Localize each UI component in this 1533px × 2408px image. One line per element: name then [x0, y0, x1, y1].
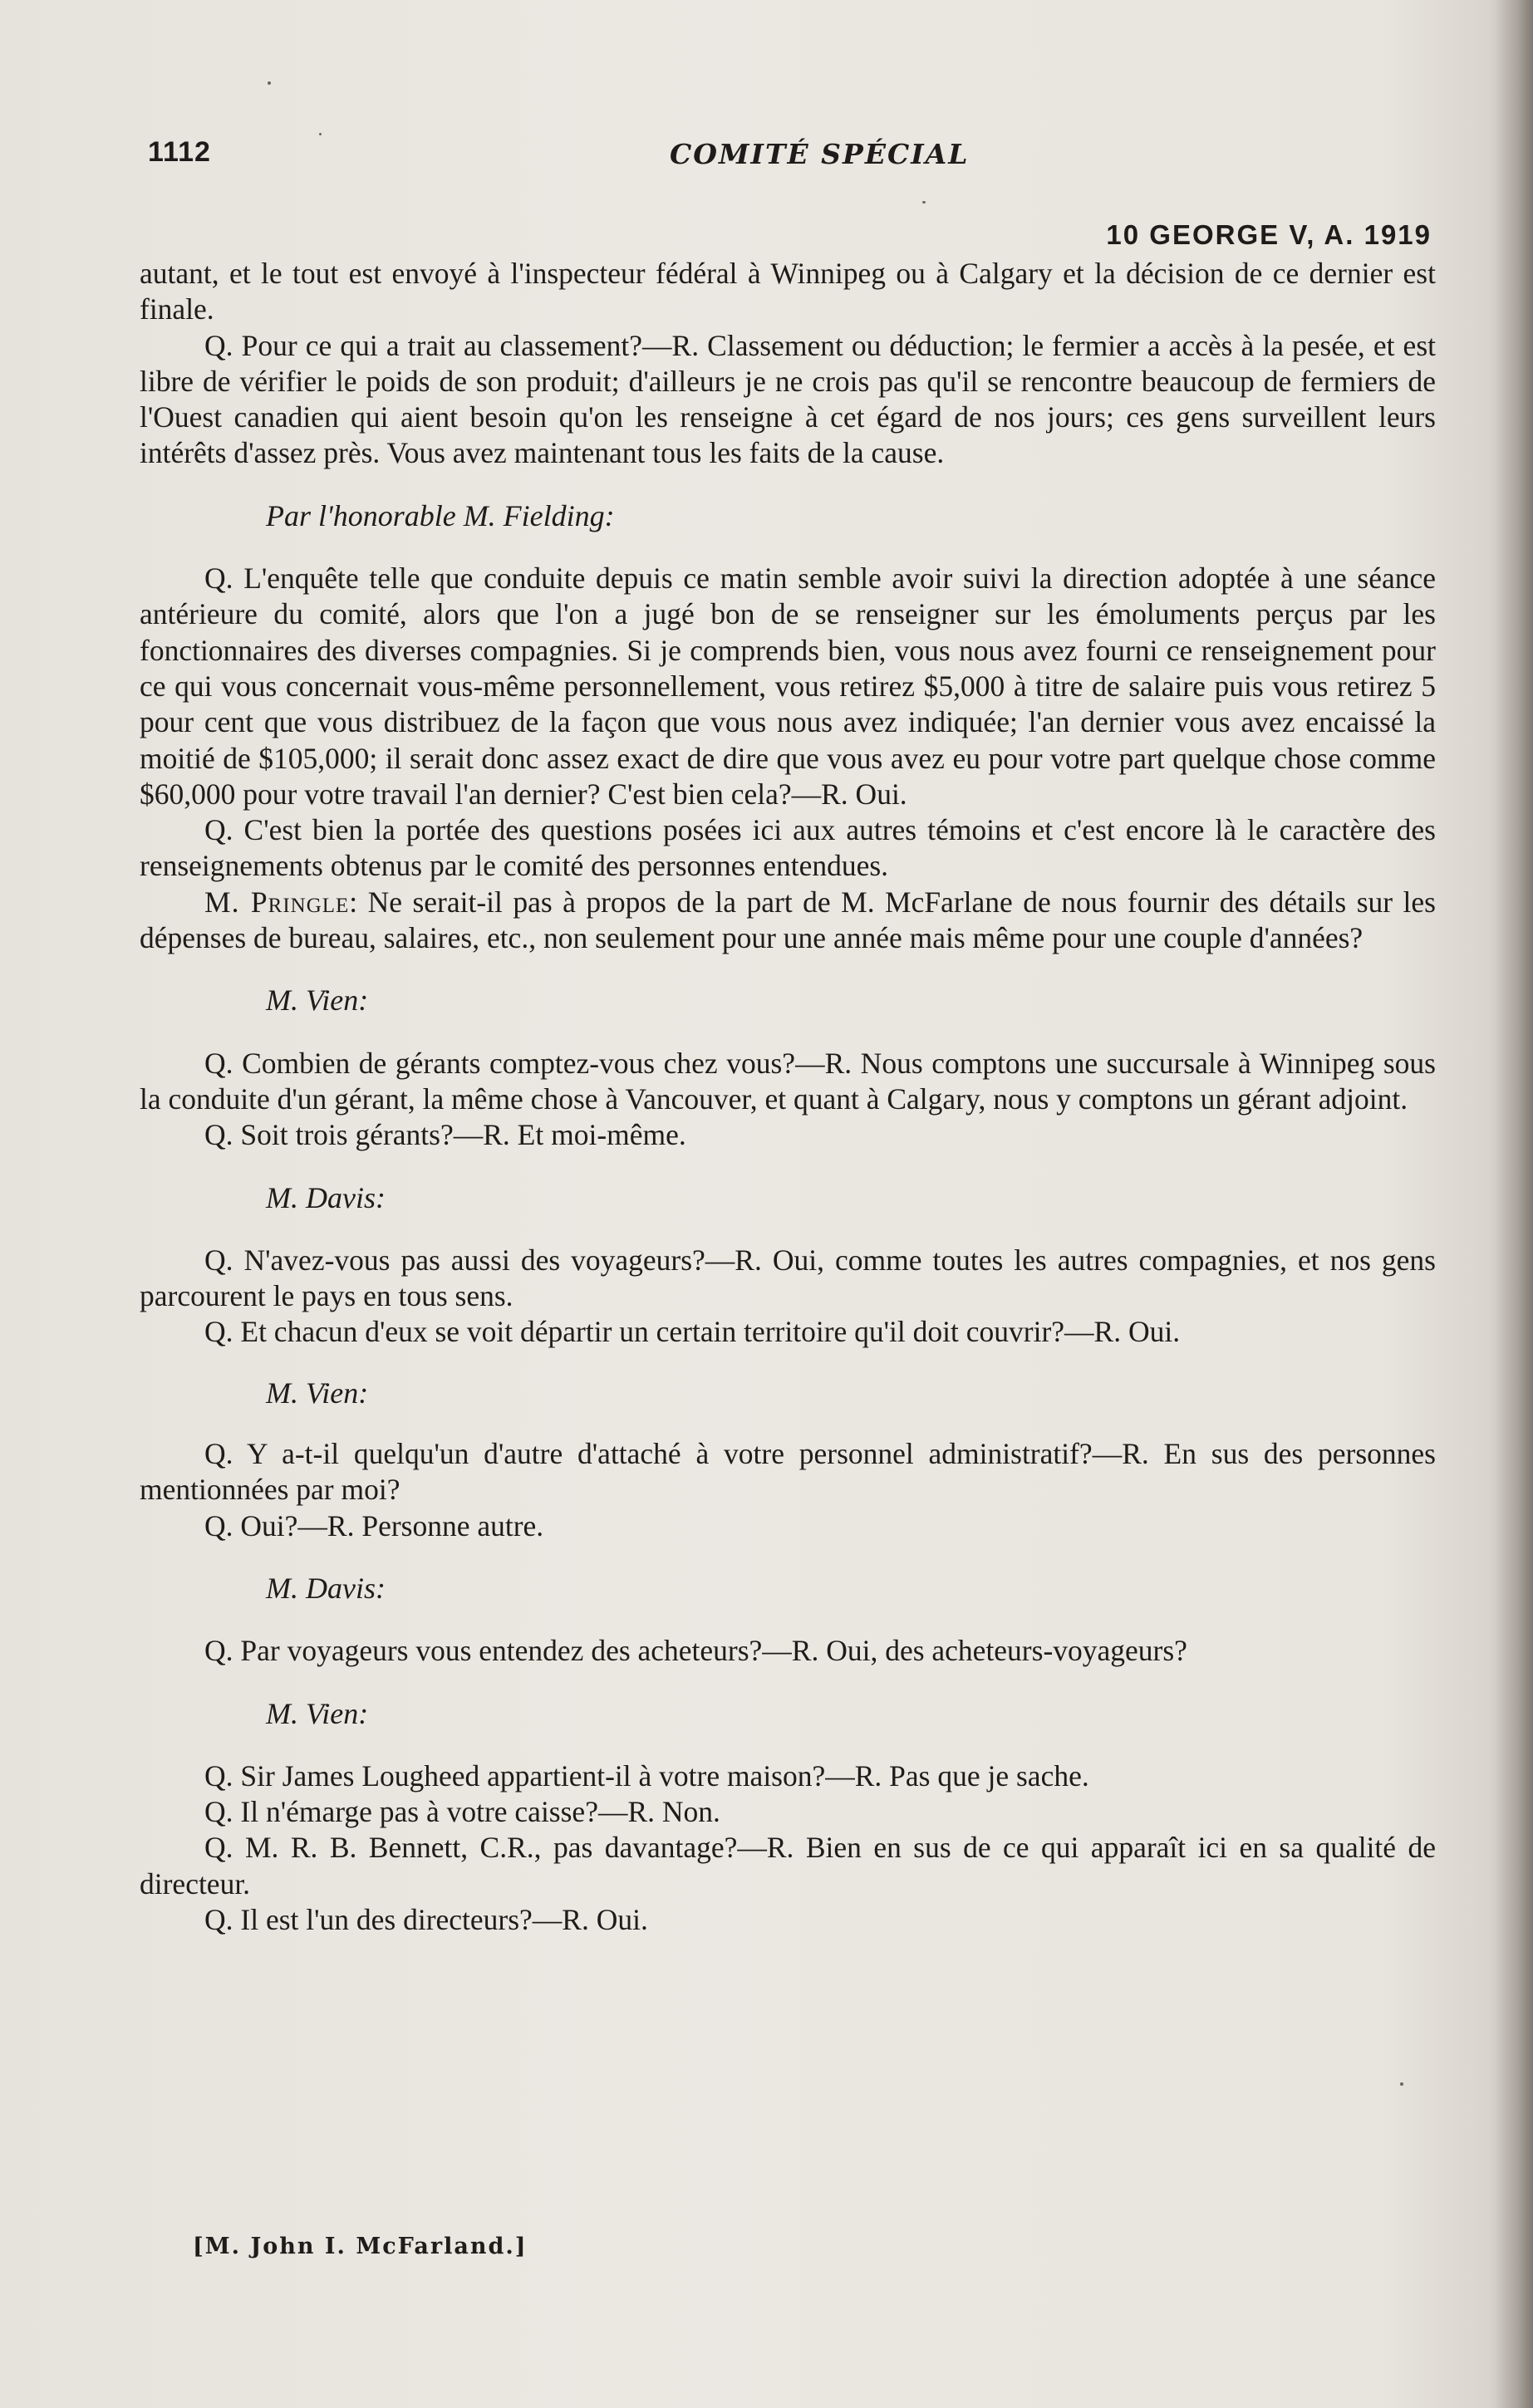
paragraph: Q. Pour ce qui a trait au classement?—R. Classement ou déduction; le fermier a accès à la pesée, et est libre de vérifier le poids de son produit; d'ailleurs je ne crois pas qu'il se rencontre beaucoup de fermiers de l'Ouest canadien qui aient besoin qu'on les renseigne à cet égard de nos jours; ces gens surveillent leurs intérêts d'assez près. Vous avez maintenant tous les faits de la cause. — [140, 328, 1436, 470]
footer-witness-name: [M. John I. McFarland.] — [193, 2234, 528, 2259]
paper-speck — [268, 81, 271, 85]
paragraph: Q. N'avez-vous pas aussi des voyageurs?—R. Oui, comme toutes les autres compagnies, et nos gens parcourent le pays en tous sens. — [140, 1243, 1436, 1313]
paragraph — [140, 885, 1436, 957]
paper-speck — [1400, 2082, 1403, 2086]
running-title: COMITÉ SPÉCIAL — [670, 138, 970, 170]
page-edge-shadow — [1495, 0, 1533, 2408]
speaker-heading: M. Vien: — [266, 1376, 369, 1410]
paragraph: Q. C'est bien la portée des questions posées ici aux autres témoins et c'est encore là le caractère des renseignements obtenus par le comité des personnes entendues. — [140, 813, 1436, 883]
speaker-heading: M. Vien: — [266, 1696, 369, 1730]
speaker-heading: M. Davis: — [266, 1180, 386, 1214]
session-reference: 10 GEORGE V, A. 1919 — [1106, 219, 1432, 250]
paragraph: Q. Combien de gérants comptez-vous chez vous?—R. Nous comptons une succursale à Winnipeg sous la conduite d'un gérant, la même chose à Vancouver, et quant à Calgary, nous y comptons un gérant adjoint. — [140, 1046, 1436, 1116]
speaker-heading: Par l'honorable M. Fielding: — [266, 498, 615, 532]
paragraph: Q. Oui?—R. Personne autre. — [204, 1508, 544, 1542]
paragraph: Q. Il n'émarge pas à votre caisse?—R. Non. — [204, 1795, 720, 1829]
speaker-text: : Ne serait-il pas à propos de la part de M. McFarlane de nous fournir des détails sur les dépenses de bureau, salaires, etc., non seulement pour une année mais même pour une couple d'années? — [140, 885, 1436, 955]
paragraph: Q. Par voyageurs vous entendez des acheteurs?—R. Oui, des acheteurs-voyageurs? — [204, 1634, 1187, 1668]
paragraph: Q. Sir James Lougheed appartient-il à votre maison?—R. Pas que je sache. — [204, 1758, 1089, 1793]
paragraph: Q. L'enquête telle que conduite depuis ce matin semble avoir suivi la direction adoptée à une séance antérieure du comité, alors que l'on a jugé bon de se renseigner sur les émoluments perçus par les fonctionnaires des diverses compagnies. Si je comprends bien, vous nous avez fourni ce renseignement pour ce qui vous concernait vous-même personnellement, vous retirez $5,000 à titre de salaire puis vous retirez 5 pour cent que vous distribuez de la façon que vous nous avez indiquée; l'an dernier vous avez encaissé la moitié de $105,000; il serait donc assez exact de dire que vous avez eu pour votre part quelque chose comme $60,000 pour votre travail l'an dernier? C'est bien cela?—R. Oui. — [140, 562, 1436, 811]
document-body — [140, 256, 1436, 1938]
paper-speck — [922, 201, 926, 204]
paper-speck — [319, 133, 322, 135]
paragraph: Q. Il est l'un des directeurs?—R. Oui. — [204, 1902, 648, 1936]
paragraph: autant, et le tout est envoyé à l'inspecteur fédéral à Winnipeg ou à Calgary et la décision de ce dernier est finale. — [140, 257, 1436, 326]
paragraph: Q. Soit trois gérants?—R. Et moi-même. — [204, 1118, 686, 1152]
speaker-heading: M. Vien: — [266, 983, 369, 1018]
speaker-name: M. Pringle — [204, 885, 350, 919]
paragraph: Q. Y a-t-il quelqu'un d'autre d'attaché à votre personnel administratif?—R. En sus des personnes mentionnées par moi? — [140, 1437, 1436, 1507]
page-number: 1112 — [148, 136, 211, 168]
speaker-heading: M. Davis: — [266, 1571, 386, 1605]
paragraph: Q. M. R. B. Bennett, C.R., pas davantage?—R. Bien en sus de ce qui apparaît ici en sa qualité de directeur. — [140, 1831, 1436, 1900]
paragraph: Q. Et chacun d'eux se voit départir un certain territoire qu'il doit couvrir?—R. Oui. — [204, 1315, 1181, 1349]
